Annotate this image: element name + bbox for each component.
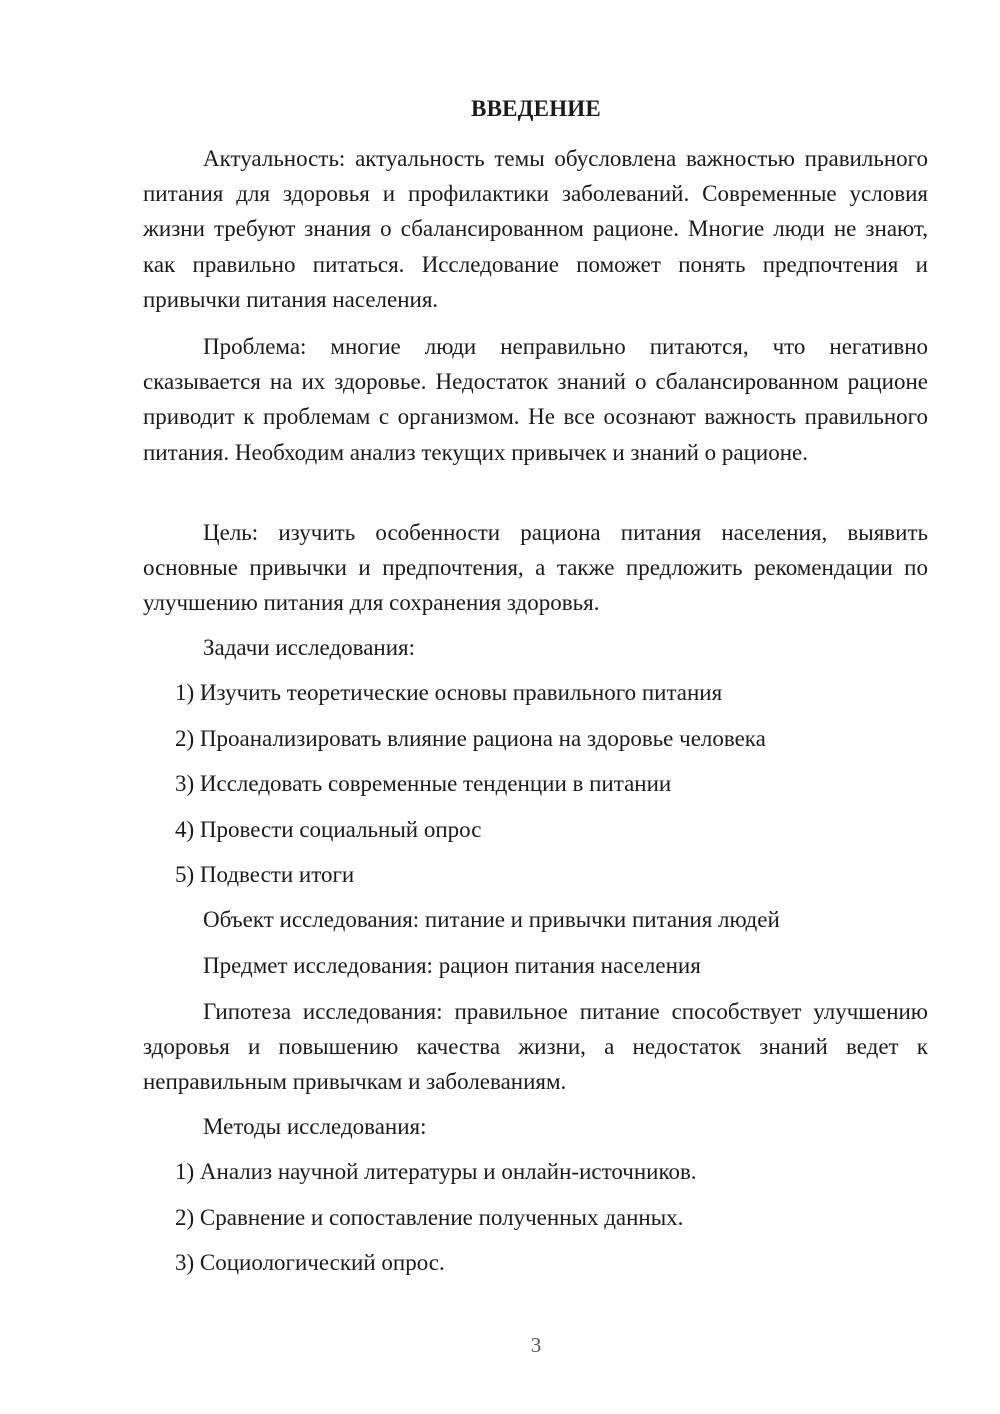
paragraph-relevance: Актуальность: актуальность темы обусловлена важностью правильного питания для здоровья и профилактики заболеваний. Современные условия жизни требуют знания о сбалансированном рационе. Многие люди не знают, как правильно питаться. Исследование поможет понять предпочтения и привычки питания населения. bbox=[143, 146, 928, 312]
paragraph-problem: Проблема: многие люди неправильно питаются, что негативно сказывается на их здоровье. Недостаток знаний о сбалансированном рационе приводит к проблемам с организмом. Не все осознают важность правильного питания. Необходим анализ текущих привычек и знаний о рационе. bbox=[143, 334, 928, 465]
paragraph-hypothesis: Гипотеза исследования: правильное питание способствует улучшению здоровья и повышению качества жизни, а недостаток знаний ведет к неправильным привычкам и заболеваниям. bbox=[143, 999, 928, 1095]
section-title: ВВЕДЕНИЕ bbox=[471, 96, 601, 121]
method-item: 2) Сравнение и сопоставление полученных данных. bbox=[175, 1205, 684, 1230]
method-item: 1) Анализ научной литературы и онлайн-источников. bbox=[175, 1159, 697, 1184]
task-item: 1) Изучить теоретические основы правильного питания bbox=[175, 680, 723, 705]
page-number: 3 bbox=[530, 1333, 542, 1357]
research-subject: Предмет исследования: рацион питания населения bbox=[203, 953, 701, 978]
tasks-heading: Задачи исследования: bbox=[203, 635, 416, 660]
method-item: 3) Социологический опрос. bbox=[175, 1250, 445, 1275]
methods-heading: Методы исследования: bbox=[203, 1114, 427, 1139]
task-item: 3) Исследовать современные тенденции в питании bbox=[175, 771, 672, 796]
task-item: 5) Подвести итоги bbox=[175, 862, 355, 887]
task-item: 2) Проанализировать влияние рациона на здоровье человека bbox=[175, 726, 766, 751]
paragraph-goal: Цель: изучить особенности рациона питания населения, выявить основные привычки и предпочтения, а также предложить рекомендации по улучшению питания для сохранения здоровья. bbox=[143, 520, 928, 616]
research-object: Объект исследования: питание и привычки питания людей bbox=[203, 907, 780, 932]
task-item: 4) Провести социальный опрос bbox=[175, 817, 482, 842]
